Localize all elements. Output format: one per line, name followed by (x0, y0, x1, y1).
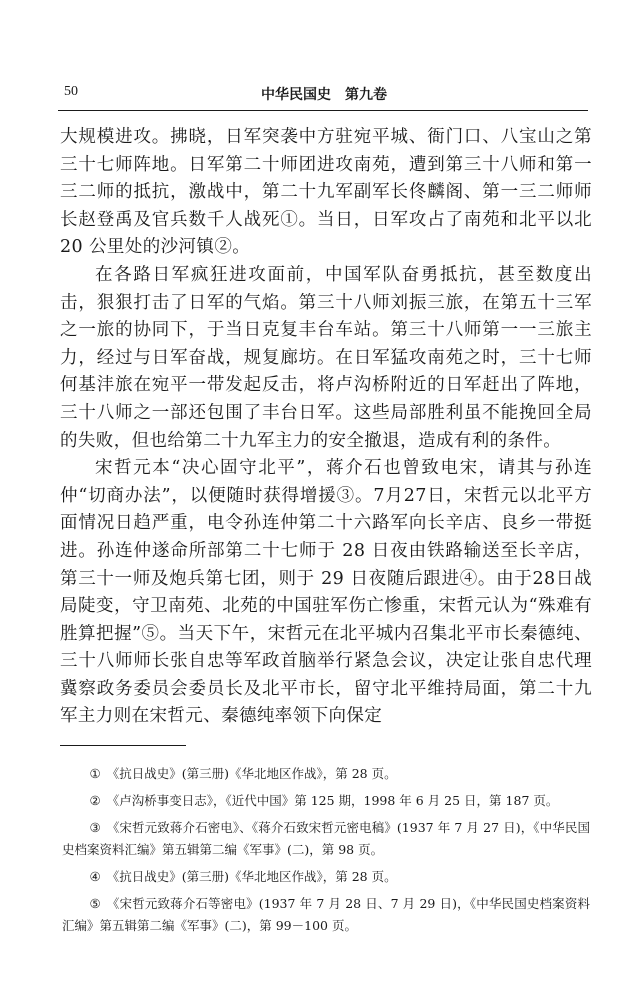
header-rule (58, 110, 588, 111)
footnote (62, 866, 590, 888)
page-number: 50 (64, 84, 78, 99)
footnote (62, 893, 590, 937)
footnotes (62, 763, 590, 942)
footnote-text: 《抗日战史》(第三册)《华北地区作战》，第 28 页。 (106, 869, 397, 884)
footnote-rule (60, 745, 186, 746)
footnote-mark: ① (89, 766, 101, 781)
footnote (62, 763, 590, 785)
footnote-mark: ⑤ (89, 896, 101, 911)
page-header (64, 84, 584, 106)
footnote-mark: ④ (89, 869, 101, 884)
footnote (62, 817, 590, 861)
paragraph: 大规模进攻。拂晓，日军突袭中方驻宛平城、衙门口、八宝山之第三十七师阵地。日军第二十师团进攻南苑，遭到第三十八师和第一三二师的抵抗，激战中，第二十九军副军长佟麟阁、第一三二师师长赵登禹及官兵数千人战死①。当日，日军攻占了南苑和北平以北 20 公里处的沙河镇②。 (60, 127, 592, 258)
footnote (62, 790, 590, 812)
paragraph: 宋哲元本“决心固守北平”，蒋介石也曾致电宋，请其与孙连仲“切商办法”，以便随时获得增援③。7月27日，宋哲元以北平方面情况日趋严重，电令孙连仲第二十六路军向长辛店、良乡一带挺进。孙连仲遂命所部第二十七师于 28 日夜由铁路输送至长辛店，第三十一师及炮兵第七团，则于 29 日夜随后跟进④。由于28日战局陡变，守卫南苑、北苑的中国驻军伤亡惨重，宋哲元认为“殊难有胜算把握”⑤。当天下午，宋哲元在北平城内召集北平市长秦德纯、三十八师师长张自忠等军政首脑举行紧急会议，决定让张自忠代理冀察政务委员会委员长及北平市长，留守北平维持局面，第二十九军主力则在宋哲元、秦德纯率领下向保定 (60, 458, 592, 727)
footnote-text: 《宋哲元致蒋介石等密电》(1937 年 7 月 28 日、7 月 29 日)，《中华民国史档案资料汇编》第五辑第二编《军事》(二)，第 99－100 页。 (62, 896, 590, 933)
running-title: 中华民国史 第九卷 (261, 87, 387, 103)
footnote-text: 《宋哲元致蒋介石密电》、《蒋介石致宋哲元密电稿》(1937 年 7 月 27 日)，《中华民国史档案资料汇编》第五辑第二编《军事》(二)，第 98 页。 (62, 820, 590, 857)
footnote-text: 《抗日战史》(第三册)《华北地区作战》，第 28 页。 (106, 766, 397, 781)
footnote-text: 《卢沟桥事变日志》，《近代中国》第 125 期，1998 年 6 月 25 日，第 187 页。 (106, 793, 559, 808)
footnote-mark: ② (89, 793, 101, 808)
paragraph: 在各路日军疯狂进攻面前，中国军队奋勇抵抗，甚至数度出击，狠狠打击了日军的气焰。第三十八师刘振三旅，在第五十三军之一旅的协同下，于当日克复丰台车站。第三十八师第一一三旅主力，经过与日军奋战，规复廊坊。在日军猛攻南苑之时，三十七师何基沣旅在宛平一带发起反击，将卢沟桥附近的日军赶出了阵地，三十八师之一部还包围了丰台日军。这些局部胜利虽不能挽回全局的失败，但也给第二十九军主力的安全撤退，造成有利的条件。 (60, 264, 592, 451)
body-text (60, 124, 592, 731)
footnote-mark: ③ (89, 820, 101, 835)
